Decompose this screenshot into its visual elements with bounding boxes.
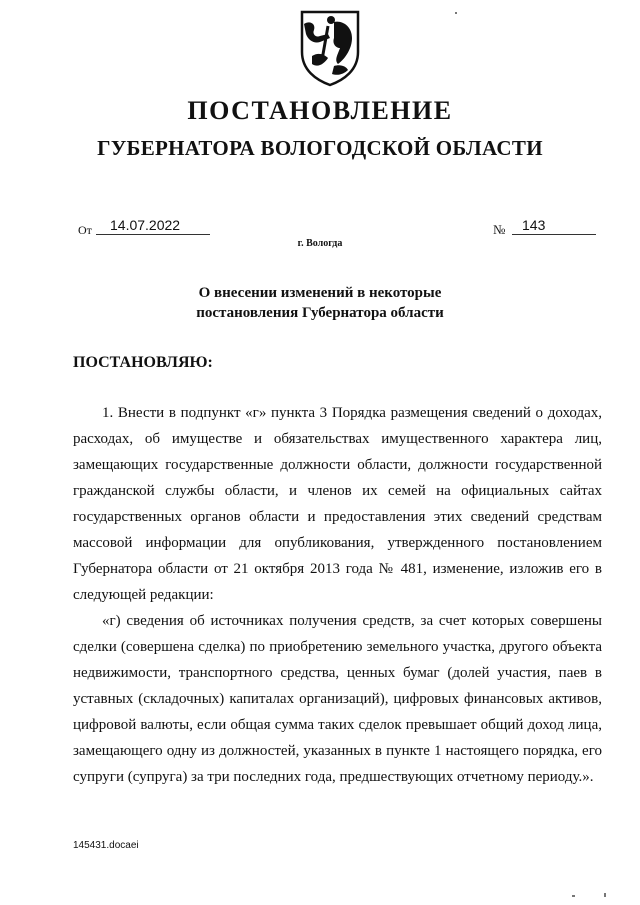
body-paragraph-1: 1. Внести в подпункт «г» пункта 3 Порядка размещения сведений о доходах, расходах, об имуществе и обязательствах имущественного характера лиц, замещающих государственные должности области, должности государственной гражданской службы области, и членов их семей на официальных сайтах государственных органов области и предоставления этих сведений средствам массовой информации для опубликования, утвержденного постановлением Губернатора области от 21 октября 2013 года № 481, изменение, изложив его в следующей редакции:: [73, 405, 602, 603]
document-date: 14.07.2022: [96, 217, 210, 235]
body-paragraph-2: «г) сведения об источниках получения средств, за счет которых совершены сделки (совершена сделка) по приобретению земельного участка, другого объекта недвижимости, транспортного средства, ценных бумаг (долей участия, паев в уставных (складочных) капиталах организаций), цифровых финансовых активов, цифровой валюты, если общая сумма таких сделок превышает общий доход лица, замещающего одну из должностей, указанных в пункте 1 настоящего порядка, его супруги (супруга) за три последних года, предшествующих отчетному периоду.».: [73, 613, 602, 785]
scan-speck: [455, 12, 457, 14]
decree-heading: ПОСТАНОВЛЯЮ:: [73, 354, 213, 371]
document-number: 143: [512, 217, 596, 235]
document-file-id: 145431.docaei: [73, 840, 139, 851]
city-name: г. Вологда: [297, 238, 343, 249]
coat-of-arms-icon: [298, 8, 362, 88]
document-subtitle: ГУБЕРНАТОРА ВОЛОГОДСКОЙ ОБЛАСТИ: [97, 136, 543, 160]
subject-line-1: О внесении изменений в некоторые: [198, 285, 442, 301]
document-title: ПОСТАНОВЛЕНИЕ: [187, 96, 453, 125]
date-label: От: [78, 223, 92, 237]
subject-line-2: постановления Губернатора области: [196, 305, 444, 321]
document-body: [73, 400, 602, 790]
scan-speck: [572, 895, 575, 897]
number-label: №: [493, 222, 506, 237]
scan-speck: [604, 893, 606, 897]
document-subject: [0, 283, 640, 323]
